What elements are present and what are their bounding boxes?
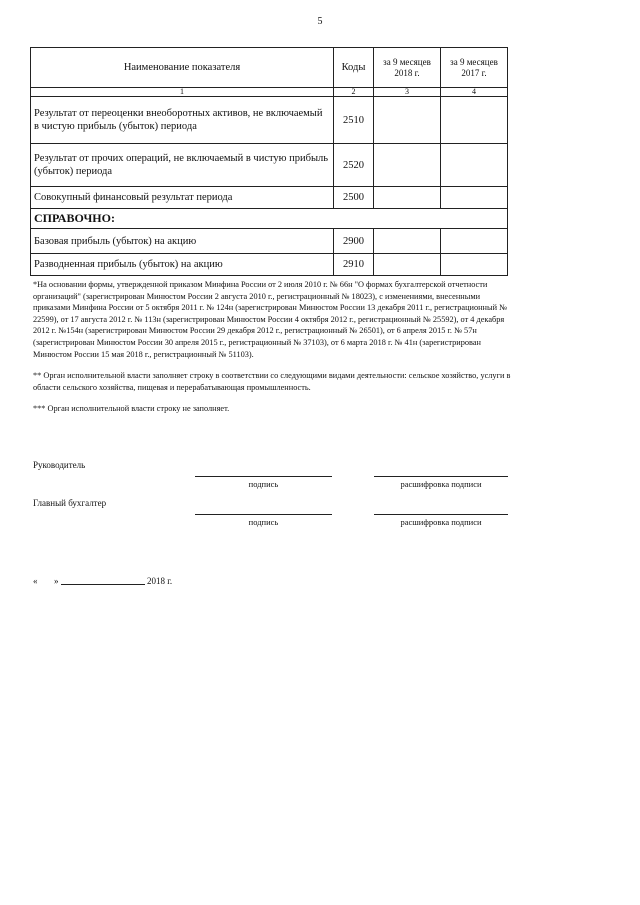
- date-field: [33, 576, 172, 586]
- row-value-2017: [441, 229, 508, 254]
- row-code: 2520: [334, 144, 374, 187]
- date-quote-close: »: [54, 576, 59, 586]
- row-value-2017: [441, 254, 508, 276]
- row-value-2018: [374, 187, 441, 209]
- row-value-2017: [441, 144, 508, 187]
- row-value-2017: [441, 97, 508, 144]
- row-value-2018: [374, 229, 441, 254]
- table-row: [31, 187, 508, 209]
- table-header-row: [31, 48, 508, 88]
- row-code: 2910: [334, 254, 374, 276]
- column-number-row: [31, 88, 508, 97]
- date-blank-line: [61, 584, 145, 585]
- section-title: СПРАВОЧНО:: [31, 209, 508, 229]
- column-number: 3: [374, 88, 441, 97]
- table-row: [31, 254, 508, 276]
- footnotes: [33, 279, 511, 415]
- row-value-2018: [374, 144, 441, 187]
- row-name: Базовая прибыль (убыток) на акцию: [31, 229, 334, 254]
- row-code: 2510: [334, 97, 374, 144]
- table-row: [31, 97, 508, 144]
- row-name: Разводненная прибыль (убыток) на акцию: [31, 254, 334, 276]
- row-value-2018: [374, 254, 441, 276]
- footnote-not-filled: *** Орган исполнительной власти строку не заполняет.: [33, 404, 230, 414]
- column-number: 1: [31, 88, 334, 97]
- header-period-2018: за 9 месяцев 2018 г.: [374, 48, 441, 88]
- footnote-activity-types: ** Орган исполнительной власти заполняет строку в соответствии со следующими видами деятельности: сельское хозяйство, услуги в области сельского хозяйства, пищевая и перерабатывающая промышленность.: [33, 371, 511, 392]
- page-number: 5: [317, 16, 323, 27]
- row-code: 2900: [334, 229, 374, 254]
- head-signature-line: [195, 476, 332, 477]
- row-name: Результат от переоценки внеоборотных активов, не включаемый в чистую прибыль (убыток) периода: [31, 97, 334, 144]
- accountant-decoding-line: [374, 514, 508, 515]
- footnote-form-basis: *На основании формы, утвержденной приказом Минфина России от 2 июля 2010 г. № 66н "О формах бухгалтерской отчетности организаций" (зарегистрирован Минюстом России 2 августа 2010 г., регистрационный № 18023), с изменениями, внесенными приказами Минфина России от 5 октября 2011 г. № 124н (зарегистрирован Минюстом России 13 декабря 2011 г., регистрационный № 22599), от 17 августа 2012 г. № 113н (зарегистрирован Минюстом России 4 октября 2012 г., регистрационный № 25592), от 4 декабря 2012 г. №154н (зарегистрирован Минюстом России 29 декабря 2012 г., регистрационный № 26501), от 6 апреля 2015 г. № 57н (зарегистрирован Минюстом России 30 апреля 2015 г., регистрационный № 37103), от 6 марта 2018 г. № 41н (зарегистрирован Минюстом России 15 мая 2018 г., регистрационный № 51103).: [33, 280, 507, 359]
- table-row: [31, 144, 508, 187]
- chief-accountant-label: Главный бухгалтер: [33, 498, 107, 508]
- header-codes: Коды: [334, 48, 374, 88]
- head-label: Руководитель: [33, 460, 86, 470]
- row-value-2017: [441, 187, 508, 209]
- head-decoding-caption: расшифровка подписи: [400, 479, 482, 489]
- header-indicator-name: Наименование показателя: [31, 48, 334, 88]
- row-name: Совокупный финансовый результат периода: [31, 187, 334, 209]
- row-value-2018: [374, 97, 441, 144]
- column-number: 2: [334, 88, 374, 97]
- date-quote-open: «: [33, 576, 38, 586]
- accountant-signature-caption: подпись: [248, 517, 279, 527]
- head-decoding-line: [374, 476, 508, 477]
- accountant-decoding-caption: расшифровка подписи: [400, 517, 482, 527]
- table-row: [31, 229, 508, 254]
- accountant-signature-line: [195, 514, 332, 515]
- header-period-2017: за 9 месяцев 2017 г.: [441, 48, 508, 88]
- row-name: Результат от прочих операций, не включаемый в чистую прибыль (убыток) периода: [31, 144, 334, 187]
- date-year: 2018 г.: [147, 576, 173, 586]
- row-code: 2500: [334, 187, 374, 209]
- head-signature-caption: подпись: [248, 479, 279, 489]
- financial-results-table: [30, 47, 508, 276]
- column-number: 4: [441, 88, 508, 97]
- reference-section-row: [31, 209, 508, 229]
